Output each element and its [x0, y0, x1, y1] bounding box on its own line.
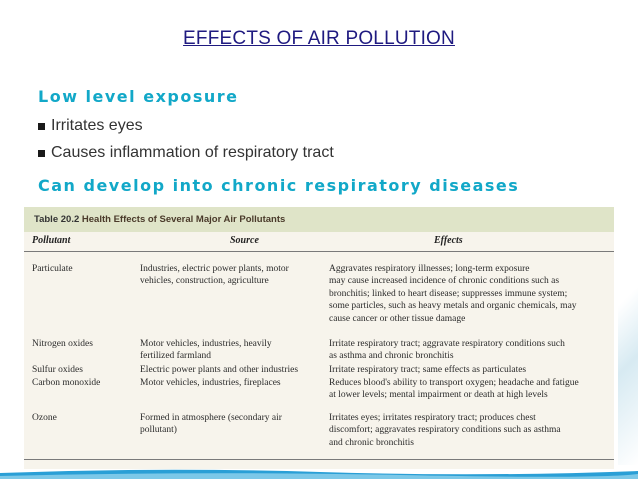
table-row-pollutant: Particulate — [32, 264, 73, 274]
heading-chronic-diseases: Can develop into chronic respiratory diseases — [38, 176, 520, 195]
decorative-bottom-wave — [0, 465, 638, 479]
table-row-effects: Irritate respiratory tract; aggravate respiratory conditions such as asthma and chronic bronchitis — [329, 339, 565, 362]
table-row-effects: Aggravates respiratory illnesses; long-term exposure may cause increased incidence of chronic conditions such as bronchitis; linked to heart disease; suppresses immune system; some particles, such as heavy metals and organic chemicals, may cause cancer or other tissue damage — [329, 264, 577, 324]
table-row-pollutant: Carbon monoxide — [32, 378, 101, 388]
table-bottom-rule — [24, 459, 614, 460]
bullet-square-icon — [38, 123, 45, 130]
bullet-item — [38, 117, 143, 135]
slide-title: EFFECTS OF AIR POLLUTION — [183, 28, 455, 49]
bullet-text: Irritates eyes — [51, 117, 143, 134]
table-row-effects: Irritate respiratory tract; same effects as particulates — [329, 365, 527, 375]
table-row-source: Industries, electric power plants, motor vehicles, construction, agriculture — [140, 264, 289, 287]
table-row-effects: Irritates eyes; irritates respiratory tract; produces chest discomfort; aggravates respiratory conditions such as asthma and chronic bronchitis — [329, 413, 561, 448]
column-header-effects: Effects — [434, 235, 463, 246]
bullet-text: Causes inflammation of respiratory tract — [51, 144, 334, 161]
table-row-pollutant: Nitrogen oxides — [32, 339, 93, 349]
bullet-item — [38, 144, 334, 162]
table-row-source: Formed in atmosphere (secondary air pollutant) — [140, 413, 282, 436]
table-title — [24, 207, 614, 232]
table-row-pollutant: Sulfur oxides — [32, 365, 83, 375]
table-caption: Health Effects of Several Major Air Pollutants — [81, 214, 286, 225]
header-divider — [24, 251, 614, 252]
column-header-pollutant: Pollutant — [32, 235, 71, 246]
table-number: Table 20.2 — [34, 214, 80, 225]
table-row-source: Motor vehicles, industries, heavily fertilized farmland — [140, 339, 272, 362]
pollutants-table-image — [24, 207, 614, 469]
table-row-effects: Reduces blood's ability to transport oxygen; headache and fatigue at lower levels; mental impairment or death at high levels — [329, 378, 579, 401]
table-row-pollutant: Ozone — [32, 413, 57, 423]
table-row-source: Motor vehicles, industries, fireplaces — [140, 378, 281, 388]
decorative-stripe — [618, 210, 638, 465]
table-row-source: Electric power plants and other industries — [140, 365, 299, 375]
bullet-square-icon — [38, 150, 45, 157]
column-header-source: Source — [230, 235, 259, 246]
heading-low-level-exposure: Low level exposure — [38, 87, 239, 106]
